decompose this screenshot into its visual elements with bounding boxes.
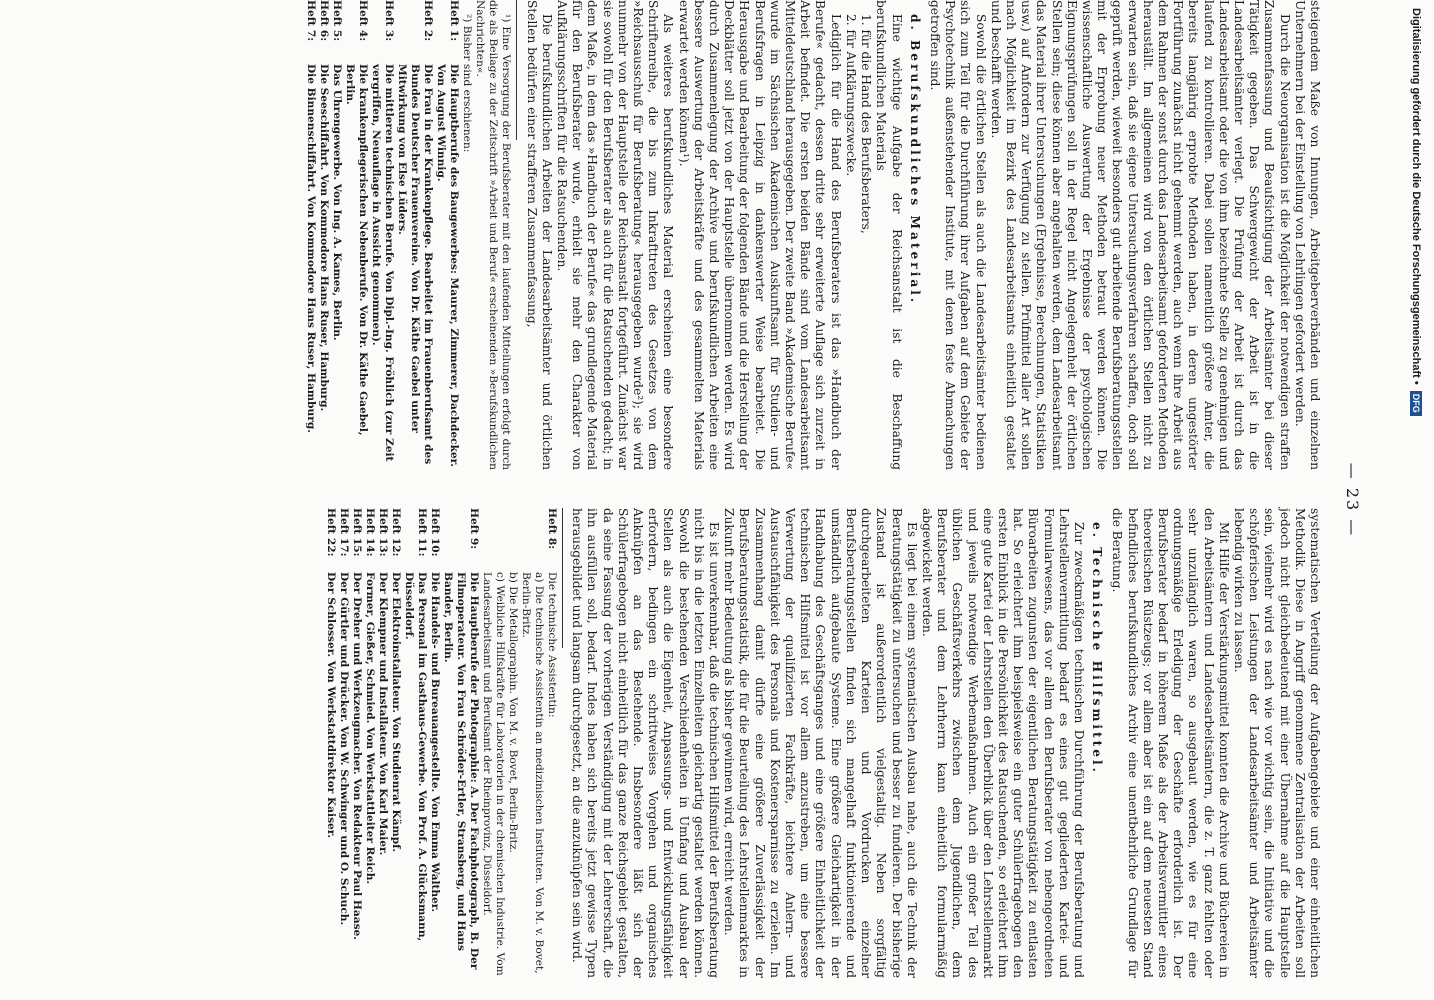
heft-title: Die Hauptberufe der Photographie: A. Der Fachphotograph, B. Der Filmoperateur. Von Frau Schröder-Ertler, Stransberg, und Hans Bander, Berlin. <box>442 572 481 970</box>
heft-label: Heft 1: <box>448 0 461 42</box>
paragraph: Als weiteres berufskundliches Material erscheinen eine besondere Schriftenreihe, die bis zum Inkrafttreten des Gesetzes von dem »Reichsausschuß für Berufsberatung« herausgegeben wurde²); sie wird nunmehr von der Hauptstelle der Reichsanstalt fortgeführt. Zunächst war sie sowohl für den Berufsberater als auch für die Ratsuchenden gedacht; in dem Maße, in dem das »Handbuch der Berufe« das grundlegende Material für den Berufsberater wurde, erhielt sie mehr den Charakter von Aufklärungsschriften für die Ratsuchenden. <box>555 0 676 470</box>
heft-title: Die Frau in der Krankenpflege. Bearbeitet im Frauenberufsamt des Bundes Deutscher Frauenvereine. Von Dr. Käthe Gaebel unter Mitwirkung von Else Lüders. <box>396 64 435 465</box>
heft-title: Die mittleren technischen Berufe. Von Dipl.-Ing. Fröhlich (zur Zeit vergriffen, Neuauflage in Aussicht genommen). <box>370 64 396 462</box>
heft-entry <box>519 508 545 978</box>
heft-label: Heft 13: <box>377 508 390 557</box>
heft-title: Der Gürtler und Drücker. Von W. Schwinger und O. Schuch. <box>338 572 351 926</box>
paragraph: systematischen Verteilung der Aufgabengebiete und einer einheitlichen Methodik. Diese in Angriff genommene Zentralisation der Arbeiten soll jedoch nicht gleichbedeutend mit einer Übernahme auf die Hauptstelle sein, vielmehr wird es nach wie vor wichtig sein, die Initiative und die schöpferischen Leistungen der Landesarbeitsämter und Arbeitsämter lebendig wirken zu lassen. <box>1231 508 1322 978</box>
heft-list <box>324 508 558 978</box>
heft-title: Der Schlosser. Von Werkstattdirektor Kaiser. <box>325 572 338 839</box>
heft-label: Heft 9: <box>468 508 481 550</box>
heft-title: Der Dreher und Werkzeugmacher. Von Redakteur Paul Haase. <box>351 572 364 940</box>
heft-entry <box>480 508 506 978</box>
paragraph: Mit Hilfe der Verstärkungsmittel konnten die Archive und Büchereien in den Arbeitsämtern und Landesarbeitsämtern, die z. T. ganz fehlten oder sehr unzulänglich waren, so ausgebaut werden, wie es für eine ordnungsmäßige Erledigung der Geschäfte erforderlich ist. Der Berufsberater bedarf in höherem Maße als der Arbeitsvermittler eines theoretischen Rüstzeugs; vor allem aber ist ein auf dem neuesten Stand befindliches berufskundliches Archiv eine unentbehrliche Grundlage für die Beratung. <box>1110 508 1231 978</box>
dfg-logo-badge: DFG <box>1410 391 1422 416</box>
heft-label: Heft 5: <box>331 0 344 42</box>
heft-entry <box>506 508 519 978</box>
heft-label: Heft 12: <box>390 508 403 557</box>
heft-title: a) Die technische Assistentin an medizinischen Instituten. Von M. v. Bovet, Berlin-Britz. <box>520 572 546 974</box>
heft-entry <box>545 508 558 978</box>
paragraph: Lediglich für die Hand des Berufsberaters ist das »Handbuch der Berufe« gedacht, dessen dritte sehr erweiterte Auflage sich zurzeit in Arbeit befindet. Die ersten beiden Bände sind vom Landesarbeitsamt Mitteldeutschland herausgegeben. Der zweite Band »Akademische Berufe« wurde im Sächsischen Akademischen Auskunftsamt für Studien- und Berufsfragen in Leipzig in dankenswerter Weise bearbeitet. Die Herausgabe und Bearbeitung der folgenden Bände und die Herstellung der Deckblätter soll jetzt von der Hauptstelle übernommen werden. Es wird durch Zusammenlegung der Archive und berufskundlichen Arbeiten eine bessere Auswertung der Arbeitskräfte und des gesammelten Materials erwartet werden können¹). <box>676 0 843 470</box>
heft-entry <box>402 508 428 978</box>
list-item: 2. für Aufklärungszwecke. <box>843 14 858 177</box>
paragraph: Die berufskundlichen Arbeiten der Landesarbeitsämter und örtlichen Stellen bedürfen einer strafferen Zusammenfassung, <box>524 0 554 470</box>
paragraph: Zur zweckmäßigen technischen Durchführung der Berufsberatung und Lehrstellenvermittlung bedarf es eines gut gegliederten Kartei- und Formularwesens, das vor allem den Berufsberater von nebengeordneten Büroarbeiten zugunsten der eigentlichen Beratungstätigkeit zu entlasten hat. So erleichtert ihm beispielsweise ein guter Schülerfragebogen den ersten Einblick in die Persönlichkeit des Ratsuchenden, so erleichtert ihm eine gute Kartei der Lehrstellen den Überblick über den Lehrstellenmarkt und jeweils notwendige Werbemaßnahmen. Auch ein großer Teil des üblichen Geschäftsverkehrs zwischen dem Jugendlichen, dem Berufsberater und dem Lehrherrn kann einheitlich formularmäßig abgewickelt werden. <box>919 508 1086 978</box>
heft-entry <box>434 0 460 470</box>
paragraph: Durch die Neuorganisation ist die Möglichkeit der notwendigen straffen Zusammenfassung und Beaufsichtigung der Arbeitsämter bei dieser Tätigkeit gegeben. Das Schwergewicht der Arbeit ist in die Landesarbeitsämter verlegt. Die Prüfung der Arbeit ist durch das Landesarbeitsamt oder die von ihm bezeichnete Stelle zu genehmigen und laufend zu kontrollieren. Dabei sollen namentlich größere Ämter, die bereits langjährig erprobte Methoden haben, in deren ungestörter Fortführung zunächst nicht gehemmt werden, auch wenn ihre Arbeit aus dem Rahmen der sonst durch das Landesarbeitsamt geforderten Methoden herauställt. Im allgemeinen wird von den örtlichen Stellen nicht zu erwarten sein, daß sie eigene Untersuchungsverfahren schaffen, doch soll geprüft werden, wieweit besonders gut arbeitende Berufsberatungsstellen mit der Erprobung neuer Methoden betraut werden können. Die wissenschaftliche Auswertung der Ergebnisse der psychologischen Eignungsprüfungen soll in der Regel nicht Angelegenheit der örtlichen Stellen sein; diese können aber angehalten werden, dem Landesarbeitsamt das Material ihrer Untersuchungen (Ergebnisse, Berechnungen, Statistiken usw.) auf Anfordern zur Verfügung zu stellen. Prüfmittel aller Art sollen nach Möglichkeit im Bezirk des Landesarbeitsamts einheitlich gestaltet und beschafft werden. <box>988 0 1292 470</box>
section-heading: d. Berufskundliches Material. <box>907 14 922 306</box>
left-column <box>304 0 1322 470</box>
heft-label: Heft 4: <box>357 0 370 42</box>
heft-title: Die technische Assistentin: <box>546 572 559 718</box>
paragraph: Es liegt bei einem systematischen Ausbau nahe, auch die Technik der Beratungstätigkeit zu untersuchen und besser zu fundieren. Der bisherige Zustand ist außerordentlich vielgestaltig. Neben sorgfältig durchgearbeiteten Karteien und Vordrucken einzelner Berufsberatungsstellen finden sich mangelhaft funktionierende und umständlich aufgebaute Systeme. Eine größere Gleichartigkeit in der Handhabung des Geschäftsganges und eine größere Einheitlichkeit der technischen Hilfsmittel ist vor allem anzustreben, um eine bessere Verwertung der qualifizierten Fachkräfte, leichtere Anlern- und Austauschfähigkeit des Personals und Kostenersparnisse zu erzielen. Im Zusammenhang damit dürfte eine größere Zuverlässigkeit der Berufsberatungsstatistik, die für die Beurteilung des Lehrstellenmarktes in Zukunft mehr Bedeutung als bisher gewinnen wird, erreicht werden. <box>722 508 919 978</box>
heft-label: Heft 17: <box>338 508 351 557</box>
heft-entry <box>337 508 350 978</box>
heft-entry <box>330 0 343 470</box>
digitization-text: Digitalisierung gefördert durch die Deutsche Forschungsgemeinschaft • <box>1410 8 1422 385</box>
heft-entry <box>304 0 317 470</box>
heft-list <box>304 0 460 470</box>
heft-title: Das Uhrengewerbe. Von Ing. A. Kames, Berlin. <box>331 64 344 341</box>
heft-label: Heft 22: <box>325 508 338 557</box>
heft-entry <box>324 508 337 978</box>
digitization-note <box>1404 8 1428 568</box>
footnote-divider <box>562 508 563 648</box>
heft-label <box>506 508 519 572</box>
right-column <box>324 508 1322 978</box>
heft-label: Heft 2: <box>422 0 435 42</box>
footnote: ²) Bisher sind erschienen: <box>461 14 474 153</box>
heft-label <box>519 508 545 572</box>
heft-entry <box>395 0 434 470</box>
section-heading: e. Technische Hilfsmittel. <box>1090 522 1105 775</box>
heft-title: Die krankenpflegerischen Nebenberufe. Von Dr. Käthe Gaebel, Berlin. <box>344 64 370 436</box>
heft-title: c) Weibliche Hilfskräfte für Laboratorien in der chemischen Industrie. Vom Landesarbeitsamt und Berufsamt der Rheinprovinz, Düsseldorf. <box>481 572 507 976</box>
heft-label: Heft 15: <box>351 508 364 557</box>
heft-entry <box>317 0 330 470</box>
heft-label: Heft 6: <box>318 0 331 42</box>
list-item: 1. für die Hand des Berufsberaters, <box>859 14 874 234</box>
heft-label <box>480 508 506 572</box>
heft-label: Heft 11: <box>416 508 429 557</box>
paragraph: Sowohl die örtlichen Stellen als auch die Landesarbeitsämter bedienen sich zum Teil für die Durchführung ihrer Aufgaben auf dem Gebiete der Psychotechnik außenstehender Institute, mit denen feste Abmachungen getroffen sind. <box>927 0 988 470</box>
page-number: — 23 — <box>1343 462 1362 538</box>
heft-title: Die Hauptberufe des Baugewerbes: Maurer, Zimmerer, Dachdecker. Von August Winnig. <box>435 64 461 467</box>
heft-entry <box>350 508 363 978</box>
paragraph: steigendem Maße von Innungen, Arbeitgeberverbänden und einzelnen Unternehmern bei der Einstellung von Lehrlingen gefordert werden. <box>1292 0 1322 470</box>
footnote-divider <box>516 0 517 140</box>
heft-entry <box>376 508 389 978</box>
heft-entry <box>363 508 376 978</box>
heft-title: Die Seeschiffahrt. Von Kommodore Hans Ruser, Hamburg. <box>318 64 331 412</box>
heft-title: Die Handels- und Bureauangestellte. Von Emma Walther. <box>429 572 442 913</box>
heft-entry <box>389 508 402 978</box>
footnote: ¹) Eine Versorgung der Berufsberater mit den laufenden Mitteilungen erfolgt durch die als Beilage zu der Zeitschrift »Arbeit und Beruf« erscheinenden »Berufskundlichen Nachrichten«. <box>474 0 513 470</box>
heft-label: Heft 8: <box>546 508 559 550</box>
heft-label: Heft 14: <box>364 508 377 557</box>
heft-title: Das Personal im Gasthaus-Gewerbe. Von Prof. A. Glücksmann, Düsseldorf. <box>403 572 429 942</box>
paragraph: Eine wichtige Aufgabe der Reichsanstalt ist die Beschaffung berufskundlichen Materials <box>874 0 904 470</box>
heft-title: Die Binnenschiffahrt. Von Kommodore Hans Ruser, Hamburg. <box>305 64 318 433</box>
heft-entry <box>428 508 441 978</box>
heft-title: Der Klempner und Installateur. Von Karl Maier. <box>377 572 390 856</box>
rotated-page-content <box>62 0 1362 1000</box>
heft-title: b) Die Metallographin. Von M. v. Bovet, Berlin-Britz. <box>507 572 520 853</box>
heft-title: Former, Gießer, Schmied. Von Werkstattleiter Reich. <box>364 572 377 885</box>
paragraph: Es ist unverkennbar, daß die technischen Hilfsmittel der Berufsberatung nicht bis in die letzten Einzelheiten gleichartig gestaltet werden können. Sowohl die bestehenden Verschiedenheiten in Umfang und Ausbau der Stellen als auch die Eigenheit, Anpassungs- und Entwicklungsfähigkeit erfordern, bedingen ein schrittweises Vorgehen und organisches Anknüpfen an das Bestehende. Insbesondere läßt sich der Schülerfragebogen nicht einheitlich für das ganze Reichsgebiet gestalten, da seine Fassung der vorherigen Verständigung mit der Lehrerschaft, die ihn ausfüllen soll, bedarf. Indes haben sich bereits jetzt gewisse Typen herausgebildet und langsam durchgesetzt, an die anzuknüpfen sein wird. <box>570 508 722 978</box>
heft-title: Der Elektroinstallateur. Von Studienrat Kämpf. <box>390 572 403 853</box>
heft-entry <box>369 0 395 470</box>
digitization-text-line <box>1404 8 1428 568</box>
heft-entry <box>343 0 369 470</box>
heft-label: Heft 7: <box>305 0 318 42</box>
heft-label: Heft 10: <box>429 508 442 557</box>
heft-entry <box>441 508 480 978</box>
heft-label: Heft 3: <box>383 0 396 42</box>
